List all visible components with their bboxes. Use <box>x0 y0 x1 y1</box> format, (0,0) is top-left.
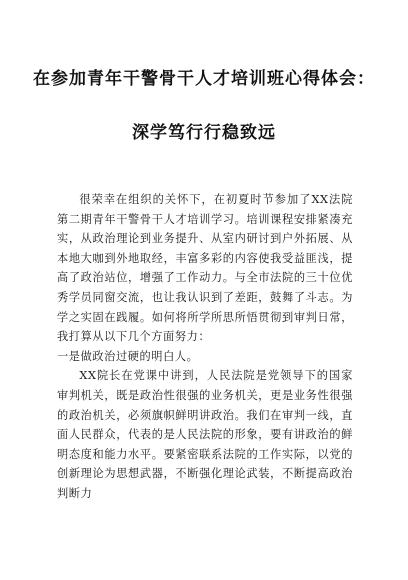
document-title: 在参加青年干警骨干人才培训班心得体会： <box>33 69 375 89</box>
body-paragraph-point-1: XX院长在党课中讲到，人民法院是党领导下的国家审判机关，既是政治性很强的业务机关，更是业务性很强的政治机关，必须旗帜鲜明讲政治。我们在审判一线，直面人民群众，代表的是人民法院的形象，要有讲政治的鲜明态度和能力水平。要紧密联系法院的工作实际，以党的创新理论为思想武器，不断强化理论武装，不断提高政治判断力 <box>57 369 353 500</box>
body-paragraph-intro: 很荣幸在组织的关怀下，在初夏时节参加了XX法院第二期青年干警骨干人才培训学习。培训课程安排紧凑充实，从政治理论到业务提升、从室内研讨到户外拓展、从本地大咖到外地取经，丰富多彩的内容使我受益匪浅，提高了政治站位，增强了工作动力。与全市法院的三十位优秀学员同窗交流，也让我认识到了差距，鼓舞了斗志。为学之实固在践履。如何将所学所思所悟贯彻到审判日常，我打算从以下几个方面努力： <box>57 193 353 344</box>
document-subtitle: 深学笃行行稳致远 <box>132 123 276 143</box>
body-paragraph-heading-1: 一是做政治过硬的明白人。 <box>57 349 199 363</box>
document-body <box>57 190 353 504</box>
